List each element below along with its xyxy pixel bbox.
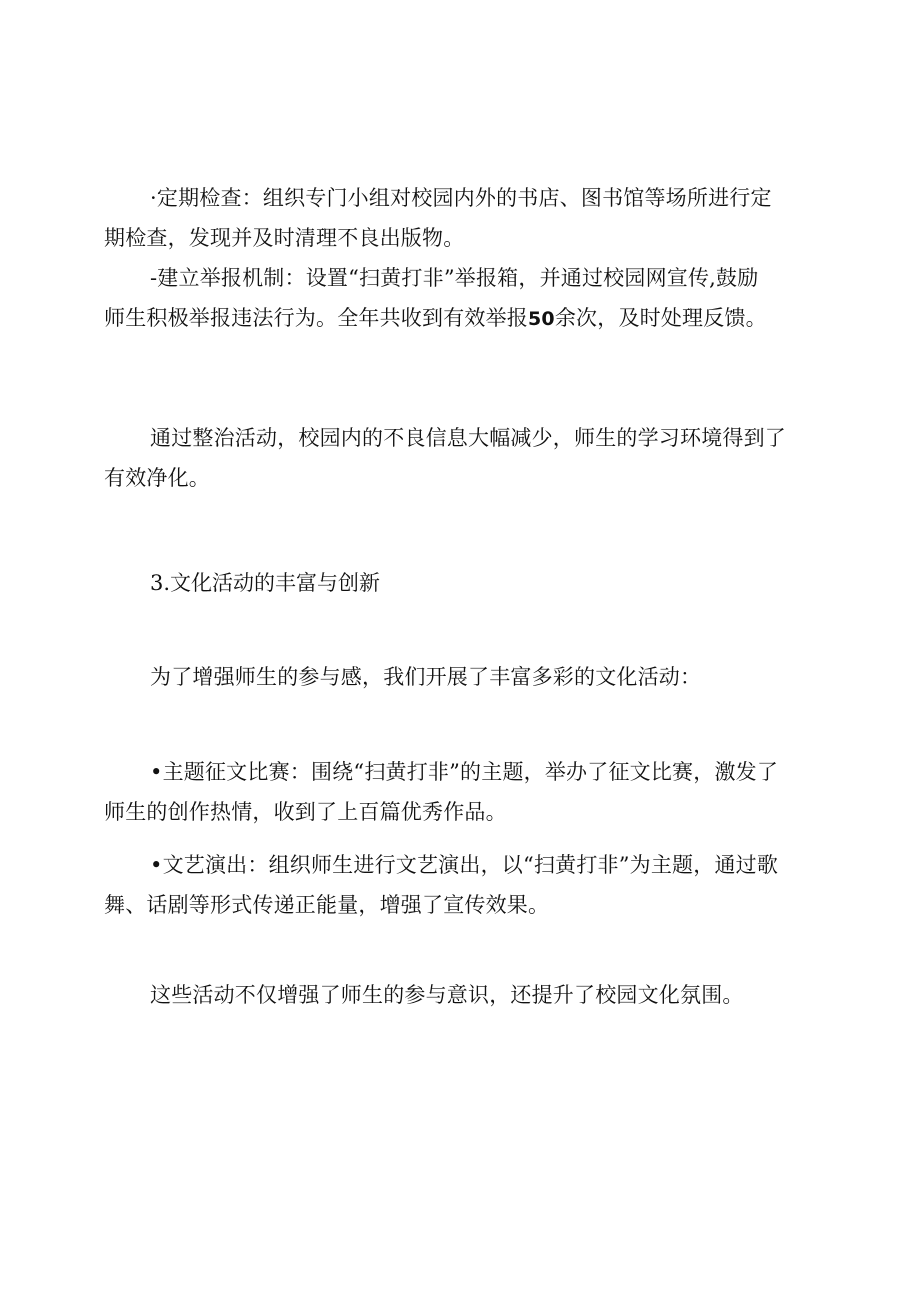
- text-line: [104, 258, 824, 298]
- text-line: [104, 975, 824, 1015]
- text-line: [104, 418, 824, 458]
- text-span: 余次，及时处理反馈。: [554, 306, 767, 330]
- paragraph-regular-inspection: [104, 178, 824, 258]
- text-span: 这些活动不仅增强了师生的参与意识，还提升了校园文化氛围。: [150, 983, 744, 1007]
- text-span: •主题征文比赛：围绕“扫黄打非”的主题，举办了征文比赛，激发了: [150, 760, 779, 784]
- text-line: [104, 178, 824, 218]
- paragraph-report-mechanism: [104, 258, 824, 339]
- text-line: [104, 298, 824, 339]
- paragraph-conclusion: [104, 975, 824, 1015]
- text-span: 通过整治活动，校园内的不良信息大幅减少，师生的学习环境得到了: [150, 426, 786, 450]
- text-line: 舞、话剧等形式传递正能量，增强了宣传效果。: [104, 893, 550, 917]
- text-line: [104, 657, 824, 697]
- paragraph-results: [104, 418, 824, 498]
- text-line: 期检查，发现并及时清理不良出版物。: [104, 226, 465, 250]
- text-span: 为了增强师生的参与感，我们开展了丰富多彩的文化活动：: [150, 665, 702, 689]
- text-line: 师生的创作热情，收到了上百篇优秀作品。: [104, 800, 507, 824]
- text-span: ·定期检查：组织专门小组对校园内外的书店、图书馆等场所进行定: [150, 186, 772, 210]
- text-span: -建立举报机制：设置“扫黄打非”举报箱，并通过校园网宣传,鼓励: [150, 266, 759, 290]
- text-line: [104, 845, 824, 885]
- paragraph-intro-activities: [104, 657, 824, 697]
- text-span: •文艺演出：组织师生进行文艺演出，以“扫黄打非”为主题，通过歌: [150, 853, 779, 877]
- text-span: 师生积极举报违法行为。全年共收到有效举报: [104, 306, 528, 330]
- paragraph-art-performance: [104, 845, 824, 925]
- text-line: 有效净化。: [104, 466, 210, 490]
- section-heading: 3.文化活动的丰富与创新: [150, 571, 381, 595]
- text-line: [104, 752, 824, 792]
- paragraph-essay-contest: [104, 752, 824, 832]
- report-count: 50: [528, 308, 555, 330]
